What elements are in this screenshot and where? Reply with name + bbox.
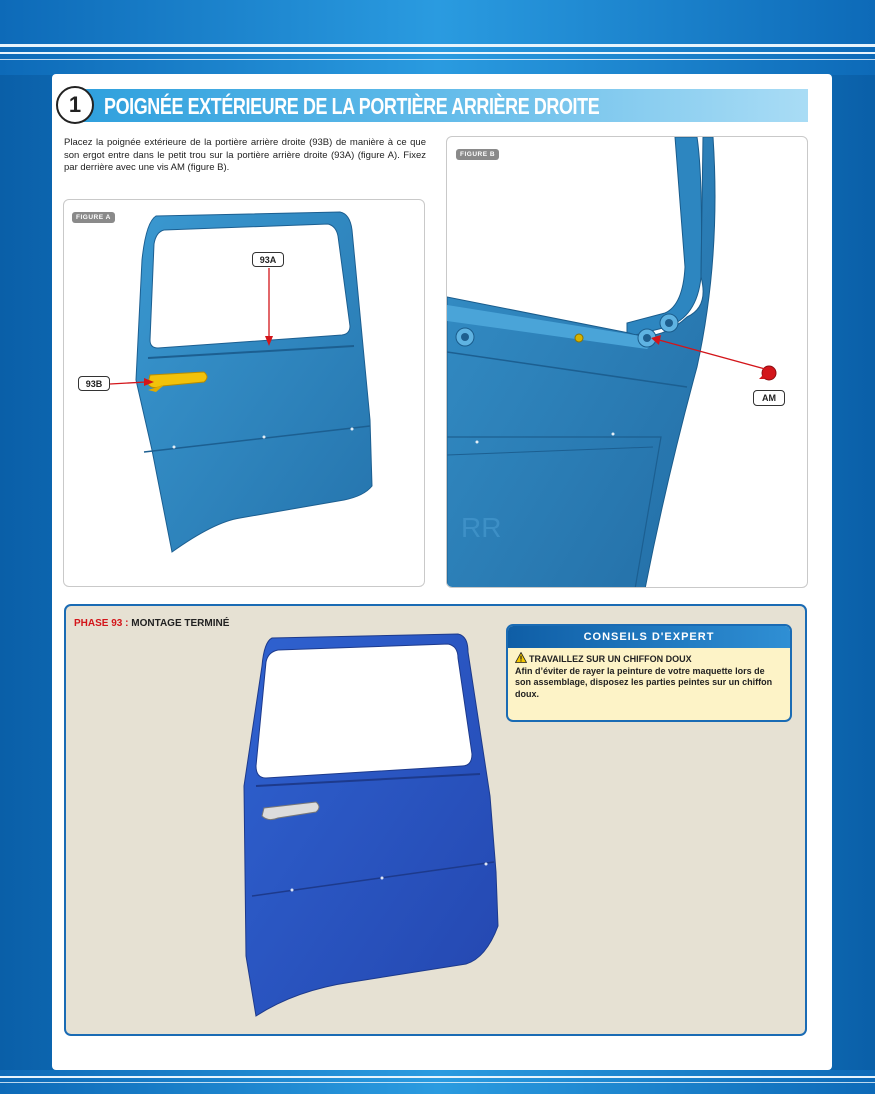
callout-93a: 93A: [252, 252, 284, 267]
expert-tips-box: [506, 624, 792, 722]
figure-b: [446, 136, 808, 588]
top-stripe: [0, 59, 875, 60]
top-stripe: [0, 52, 875, 54]
callout-am: AM: [753, 390, 785, 406]
tips-subheading: TRAVAILLEZ SUR UN CHIFFON DOUX: [529, 654, 692, 664]
door-interior-closeup-illustration: [447, 137, 808, 588]
instructions-text: Placez la poignée extérieure de la portière arrière droite (93B) de manière à ce que son ergot entre dans le petit trou sur la portière arrière droite (93A) (figure A). Fixez par derrière avec une vis AM (figure B).: [64, 137, 426, 173]
phase-title: [74, 618, 229, 629]
callout-93b: 93B: [78, 376, 110, 391]
tips-heading: CONSEILS D'EXPERT: [508, 626, 790, 648]
embossed-rr: RR: [461, 512, 502, 543]
bottom-stripe: [0, 1082, 875, 1083]
warning-icon: [515, 652, 527, 663]
tips-text: Afin d’éviter de rayer la peinture de votre maquette lors de son assemblage, disposez les parties peintes sur un chiffon doux.: [515, 665, 773, 699]
rear-door-teal-illustration: [64, 200, 425, 587]
top-banner: [0, 0, 875, 75]
top-stripe: [0, 44, 875, 47]
bottom-stripe: [0, 1076, 875, 1078]
step-number: 1: [56, 86, 94, 124]
phase-label: PHASE 93 :: [74, 618, 129, 629]
phase-status: MONTAGE TERMINÉ: [131, 618, 230, 629]
figure-b-tag: FIGURE B: [456, 149, 499, 160]
tips-body: [508, 648, 790, 704]
figure-a-tag: FIGURE A: [72, 212, 115, 223]
section-title: POIGNÉE EXTÉRIEURE DE LA PORTIÈRE ARRIÈRE DROITE: [104, 93, 600, 119]
figure-a: [63, 199, 425, 587]
